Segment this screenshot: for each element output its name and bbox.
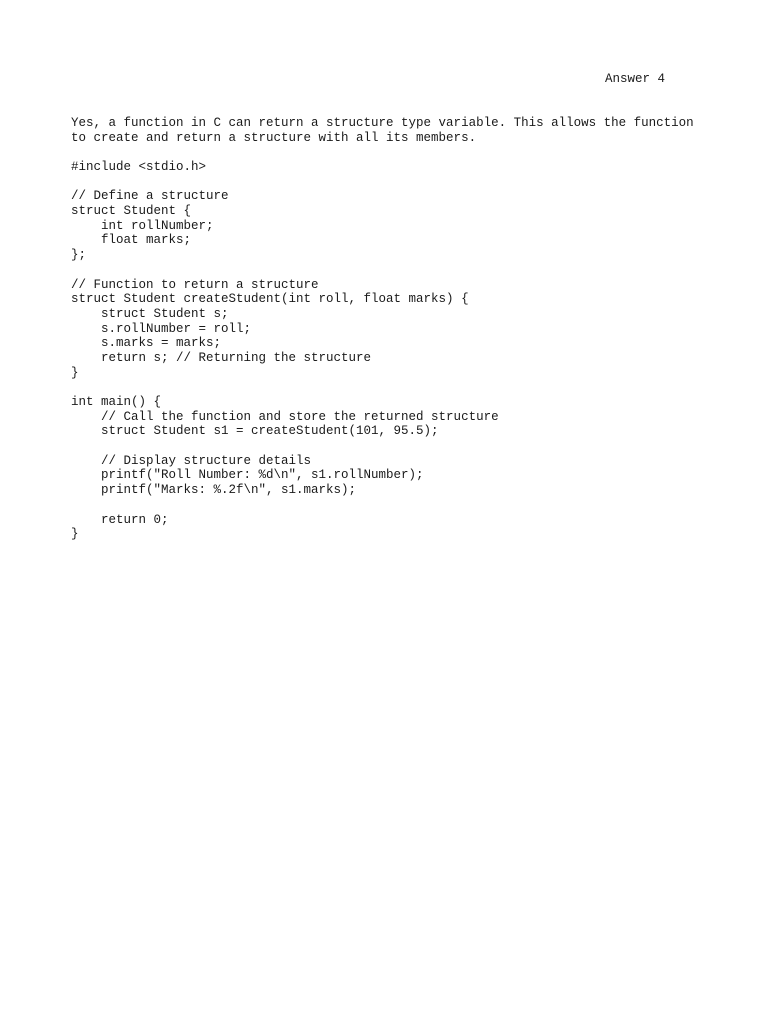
code-line: } <box>71 365 79 380</box>
code-line: s.marks = marks; <box>71 336 222 351</box>
code-line <box>71 263 499 278</box>
code-line: struct Student createStudent(int roll, float marks) { <box>71 292 469 307</box>
code-line: struct Student { <box>71 204 192 219</box>
code-line: // Function to return a structure <box>71 277 319 292</box>
answer-heading: Answer 4 <box>605 72 666 86</box>
code-line: float marks; <box>71 233 192 248</box>
code-line: } <box>71 527 79 542</box>
code-line <box>71 498 499 513</box>
code-line: // Display structure details <box>71 453 312 468</box>
code-line: int main() { <box>71 395 162 409</box>
code-line: return 0; <box>71 512 169 527</box>
code-line: int rollNumber; <box>71 218 214 233</box>
code-line <box>71 380 499 395</box>
code-line <box>71 175 499 190</box>
code-line: return s; // Returning the structure <box>71 350 372 365</box>
code-line: s.rollNumber = roll; <box>71 321 252 336</box>
code-line: struct Student s; <box>71 306 229 321</box>
code-line: struct Student s1 = createStudent(101, 95.5); <box>71 424 439 439</box>
code-line: #include <stdio.h> <box>71 160 207 174</box>
code-line: printf("Roll Number: %d\n", s1.rollNumber); <box>71 468 424 483</box>
code-line: }; <box>71 248 87 263</box>
code-line: // Define a structure <box>71 189 229 204</box>
code-line: // Call the function and store the returned structure <box>71 409 499 424</box>
code-block <box>71 160 499 542</box>
intro-paragraph: Yes, a function in C can return a structure type variable. This allows the function to create and return a structure with all its members. <box>71 116 694 145</box>
code-line: printf("Marks: %.2f\n", s1.marks); <box>71 483 357 498</box>
code-line <box>71 439 499 454</box>
